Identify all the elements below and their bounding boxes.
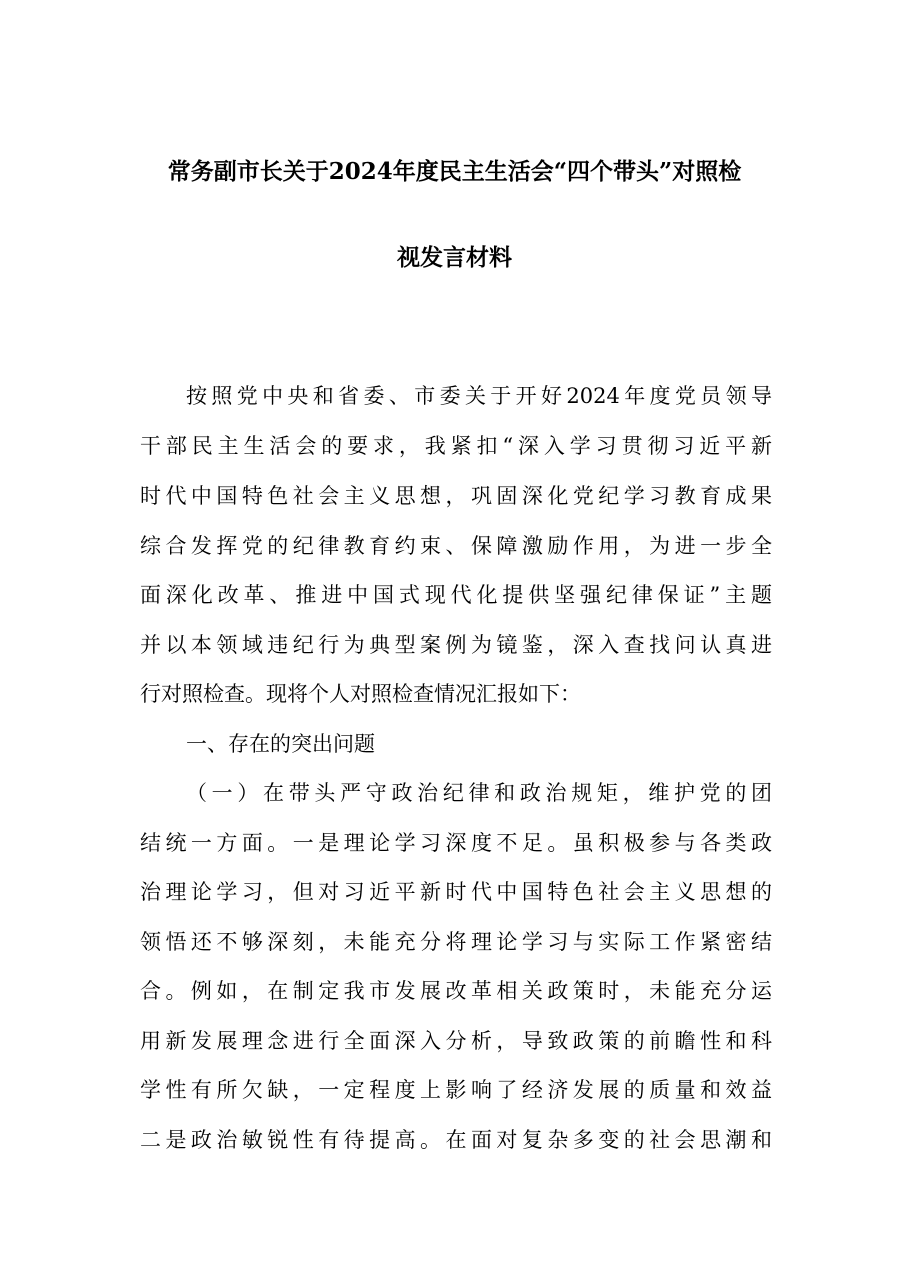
paragraph-intro-line-2: 干部民主生活会的要求，我紧扣“深入学习贯彻习近平新 (140, 434, 772, 458)
paragraph-intro-line-6: 并以本领域违纪行为典型案例为镜鉴，深入查找问认真进 (140, 633, 772, 657)
section-heading-1: 一、存在的突出问题 (186, 732, 375, 756)
paragraph-issue-line-3: 治理论学习，但对习近平新时代中国特色社会主义思想的 (140, 880, 772, 904)
paragraph-issue-line-7: 学性有所欠缺，一定程度上影响了经济发展的质量和效益 (140, 1078, 772, 1102)
paragraph-intro-line-7: 行对照检查。现将个人对照检查情况汇报如下： (140, 682, 581, 706)
document-title-line-1: 常务副市长关于2024年度民主生活会“四个带头”对照检 (167, 158, 742, 185)
paragraph-issue-line-8: 二是政治敏锐性有待提高。在面对复杂多变的社会思潮和 (140, 1128, 772, 1152)
paragraph-issue-line-4: 领悟还不够深刻，未能充分将理论学习与实际工作紧密结 (140, 930, 772, 954)
paragraph-issue-line-6: 用新发展理念进行全面深入分析，导致政策的前瞻性和科 (140, 1029, 772, 1053)
paragraph-issue-line-2: 结统一方面。一是理论学习深度不足。虽积极参与各类政 (140, 831, 772, 855)
paragraph-issue-line-5: 合。例如，在制定我市发展改革相关政策时，未能充分运 (140, 979, 772, 1003)
paragraph-intro-line-5: 面深化改革、推进中国式现代化提供坚强纪律保证”主题 (140, 583, 772, 607)
paragraph-issue-line-1: （一）在带头严守政治纪律和政治规矩，维护党的团 (186, 781, 772, 805)
document-title-line-2: 视发言材料 (397, 244, 512, 271)
paragraph-intro-line-3: 时代中国特色社会主义思想，巩固深化党纪学习教育成果 (140, 484, 772, 508)
paragraph-intro-line-4: 综合发挥党的纪律教育约束、保障激励作用，为进一步全 (140, 534, 772, 558)
paragraph-intro-line-1: 按照党中央和省委、市委关于开好2024年度党员领导 (186, 384, 772, 408)
